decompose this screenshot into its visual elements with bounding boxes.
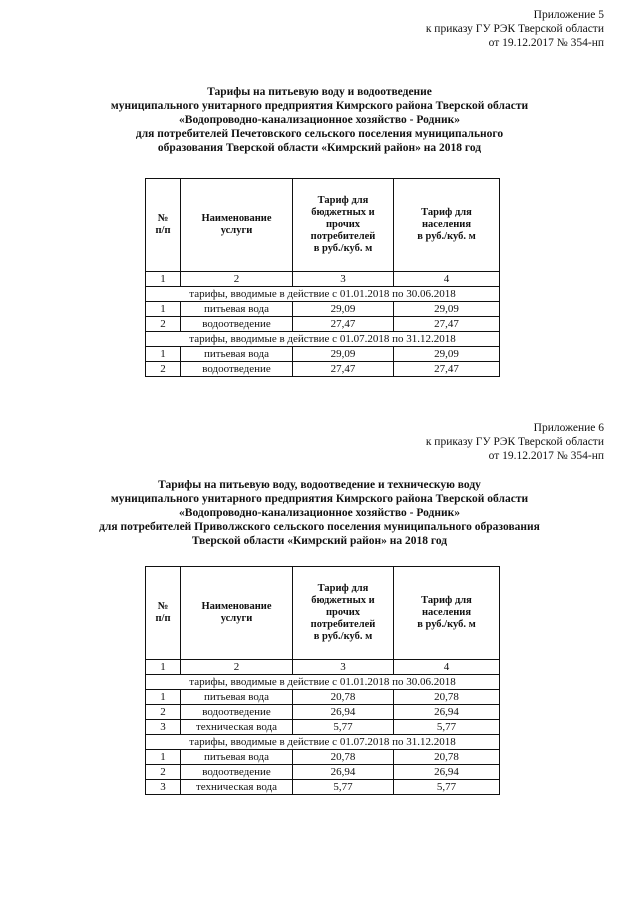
service-name: водоотведение [181, 705, 293, 720]
column-number: 2 [181, 660, 293, 675]
service-name: питьевая вода [181, 690, 293, 705]
column-number: 4 [394, 272, 500, 287]
header-line: в руб./куб. м [417, 231, 476, 242]
header-line: потребителей [310, 231, 376, 242]
period-row [146, 735, 500, 750]
header-line: Тариф для [317, 583, 369, 594]
row-number: 2 [146, 765, 181, 780]
annex6-tariff-table [145, 566, 500, 795]
annex5-tariff-table [145, 178, 500, 377]
annex5-appendix: Приложение 5 [533, 9, 604, 21]
header-line: услуги [220, 613, 253, 624]
column-number: 4 [394, 660, 500, 675]
header-row [146, 567, 500, 660]
header-line: Тариф для [421, 207, 472, 218]
header-line: прочих [325, 219, 361, 230]
service-name: питьевая вода [181, 750, 293, 765]
annex5-title-line: «Водопроводно-канализационное хозяйство - Родник» [179, 114, 460, 126]
header-population-tariff [394, 179, 500, 272]
header-num [146, 567, 181, 660]
annex6-appendix: Приложение 6 [533, 422, 604, 434]
row-number: 3 [146, 720, 181, 735]
service-name: питьевая вода [181, 302, 293, 317]
period-row [146, 287, 500, 302]
population-tariff: 20,78 [394, 750, 500, 765]
header-line: в руб./куб. м [417, 619, 476, 630]
header-line: Тариф для [421, 595, 472, 606]
population-tariff: 27,47 [394, 317, 500, 332]
service-name: водоотведение [181, 317, 293, 332]
header-line: прочих [325, 607, 361, 618]
table-row [146, 780, 500, 795]
header-line: Наименование [201, 601, 272, 612]
row-number: 2 [146, 362, 181, 377]
service-name: водоотведение [181, 765, 293, 780]
period-row [146, 332, 500, 347]
budget-tariff: 26,94 [293, 705, 394, 720]
header-num [146, 179, 181, 272]
population-tariff: 20,78 [394, 690, 500, 705]
column-number: 1 [146, 272, 181, 287]
period-label: тарифы, вводимые в действие с 01.07.2018 по 31.12.2018 [146, 735, 500, 750]
header-service [181, 179, 293, 272]
header-budget-tariff [293, 567, 394, 660]
population-tariff: 29,09 [394, 302, 500, 317]
column-number: 3 [293, 660, 394, 675]
table-row [146, 362, 500, 377]
annex5-title [60, 85, 579, 155]
annex5-title-line: Тарифы на питьевую воду и водоотведение [207, 86, 432, 98]
annex5-title-line: для потребителей Печетовского сельского поселения муниципального [135, 128, 504, 140]
table-row [146, 765, 500, 780]
budget-tariff: 29,09 [293, 302, 394, 317]
header-service [181, 567, 293, 660]
budget-tariff: 27,47 [293, 317, 394, 332]
period-label: тарифы, вводимые в действие с 01.07.2018 по 31.12.2018 [146, 332, 500, 347]
column-number: 2 [181, 272, 293, 287]
header-line: в руб./куб. м [313, 243, 373, 254]
table-row [146, 347, 500, 362]
annex6-date: от 19.12.2017 № 354-нп [488, 450, 604, 462]
period-label: тарифы, вводимые в действие с 01.01.2018 по 30.06.2018 [146, 675, 500, 690]
annex6-title-line: муниципального унитарного предприятия Кимрского района Тверской области [110, 493, 529, 505]
budget-tariff: 26,94 [293, 765, 394, 780]
annex6-title-line: Тарифы на питьевую воду, водоотведение и техническую воду [158, 479, 481, 491]
annex6-title [60, 478, 579, 548]
population-tariff: 26,94 [394, 765, 500, 780]
header-line: бюджетных и [311, 595, 375, 606]
header-row [146, 179, 500, 272]
header-population-tariff [394, 567, 500, 660]
annex6-header [426, 421, 604, 463]
service-name: водоотведение [181, 362, 293, 377]
service-name: техническая вода [181, 720, 293, 735]
header-line: № [157, 213, 169, 224]
table-row [146, 690, 500, 705]
header-line: услуги [220, 225, 253, 236]
row-number: 1 [146, 347, 181, 362]
row-number: 3 [146, 780, 181, 795]
table-row [146, 317, 500, 332]
row-number: 1 [146, 690, 181, 705]
budget-tariff: 29,09 [293, 347, 394, 362]
budget-tariff: 5,77 [293, 720, 394, 735]
column-number-row [146, 660, 500, 675]
annex6-title-line: Тверской области «Кимрский район» на 2018 год [191, 535, 448, 547]
population-tariff: 27,47 [394, 362, 500, 377]
annex5-title-line: образования Тверской области «Кимрский район» на 2018 год [157, 142, 482, 154]
annex6-title-line: «Водопроводно-канализационное хозяйство - Родник» [179, 507, 460, 519]
population-tariff: 29,09 [394, 347, 500, 362]
budget-tariff: 20,78 [293, 690, 394, 705]
budget-tariff: 5,77 [293, 780, 394, 795]
row-number: 2 [146, 705, 181, 720]
header-line: № [157, 601, 169, 612]
annex5-title-line: муниципального унитарного предприятия Кимрского района Тверской области [110, 100, 529, 112]
header-line: бюджетных и [311, 207, 375, 218]
header-line: Тариф для [317, 195, 369, 206]
budget-tariff: 20,78 [293, 750, 394, 765]
header-line: п/п [155, 613, 171, 624]
row-number: 2 [146, 317, 181, 332]
header-line: в руб./куб. м [313, 631, 373, 642]
annex6-order: к приказу ГУ РЭК Тверской области [425, 436, 604, 448]
service-name: питьевая вода [181, 347, 293, 362]
service-name: техническая вода [181, 780, 293, 795]
header-budget-tariff [293, 179, 394, 272]
table-row [146, 705, 500, 720]
column-number-row [146, 272, 500, 287]
table-row [146, 720, 500, 735]
annex5-order: к приказу ГУ РЭК Тверской области [425, 23, 604, 35]
population-tariff: 5,77 [394, 780, 500, 795]
column-number: 1 [146, 660, 181, 675]
column-number: 3 [293, 272, 394, 287]
period-row [146, 675, 500, 690]
annex6-title-line: для потребителей Приволжского сельского поселения муниципального образования [99, 521, 540, 533]
header-line: Наименование [201, 213, 272, 224]
period-label: тарифы, вводимые в действие с 01.01.2018 по 30.06.2018 [146, 287, 500, 302]
row-number: 1 [146, 750, 181, 765]
table-row [146, 750, 500, 765]
header-line: потребителей [310, 619, 376, 630]
row-number: 1 [146, 302, 181, 317]
budget-tariff: 27,47 [293, 362, 394, 377]
table-row [146, 302, 500, 317]
header-line: населения [421, 607, 472, 618]
annex5-header [426, 8, 604, 50]
population-tariff: 5,77 [394, 720, 500, 735]
population-tariff: 26,94 [394, 705, 500, 720]
header-line: п/п [155, 225, 171, 236]
annex5-date: от 19.12.2017 № 354-нп [488, 37, 604, 49]
header-line: населения [421, 219, 472, 230]
